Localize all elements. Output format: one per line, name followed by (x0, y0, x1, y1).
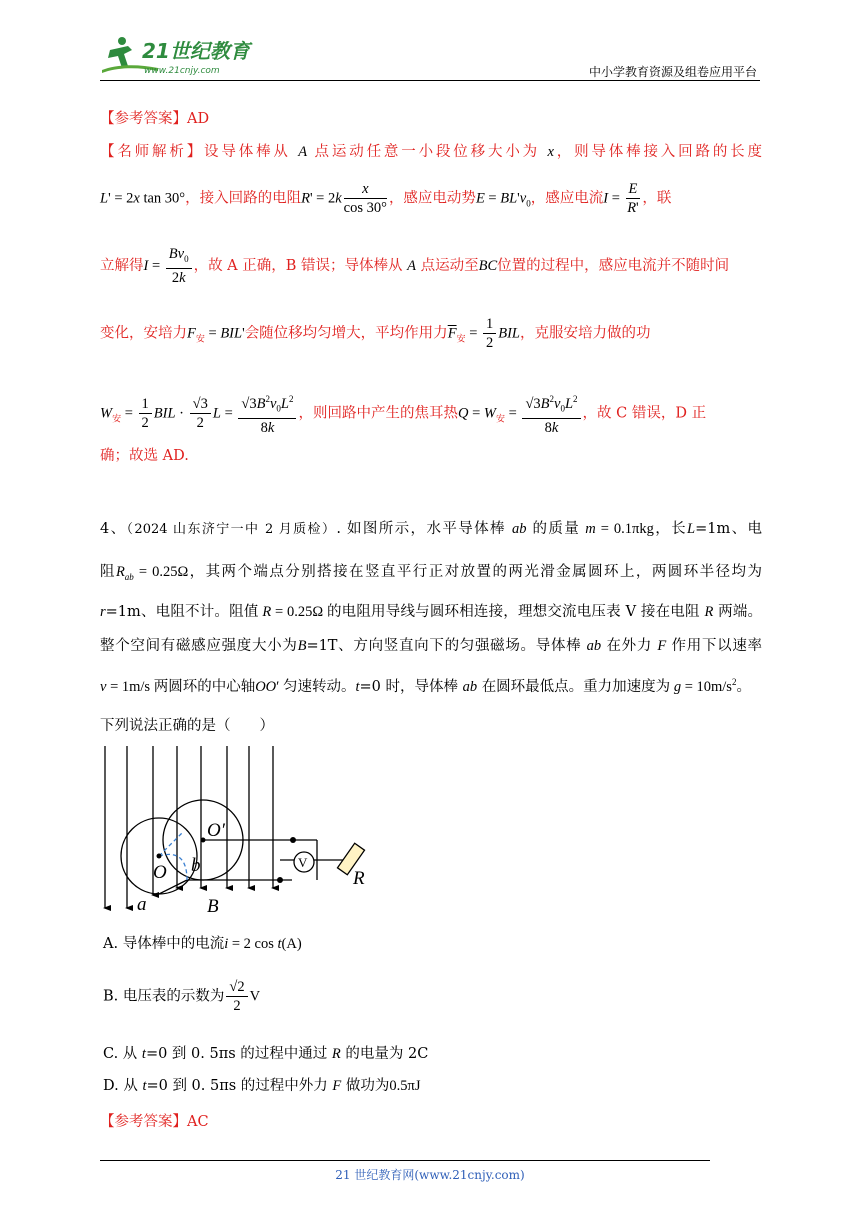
q3-answer: 【参考答案】AD (100, 111, 210, 127)
platform-name: 中小学教育资源及组卷应用平台 (588, 65, 757, 79)
q4-answer: 【参考答案】AC (100, 1114, 209, 1130)
analysis-line-6: 确；故选 AD. (100, 448, 189, 464)
analysis-line-1: 【名师解析】设导体棒从 A 点运动任意一小段位移大小为 x，则导体棒接入回路的长度 (100, 144, 763, 160)
header-divider (100, 80, 760, 81)
svg-text:www.21cnjy.com: www.21cnjy.com (144, 66, 220, 76)
svg-text:O: O (153, 862, 167, 883)
svg-text:O′: O′ (207, 820, 225, 841)
svg-text:b: b (191, 855, 201, 876)
q4-line-5: v = 1m/s 两圆环的中心轴OO′ 匀速转动。t=0 时，导体棒 ab 在圆环最低点。重力加速度为 $g = 10m/s^2$。 (100, 677, 751, 695)
q4-figure (97, 740, 377, 920)
svg-text:a: a (137, 894, 147, 915)
q4-line-4: 整个空间有磁感应强度大小为B=1T、方向竖直向下的匀强磁场。导体棒 ab 在外力 F 作用下以速率 (100, 638, 763, 654)
footer-divider (100, 1160, 710, 1161)
analysis-line-4: 变化，安培力$F_安 = BIL'$会随位移均匀增大，平均作用力$\overline{F}_安$ = $\frac{1}{2}$ BIL，克服安培力做的功 (100, 316, 651, 351)
analysis-line-3: 立解得I = $\frac{Bv_0}{2k}$ ，故 A 正确，B 错误；导体棒从 A 点运动至BC位置的过程中，感应电流并不随时间 (100, 246, 730, 286)
footer-text[interactable]: 21 世纪教育网(www.21cnjy.com) (335, 1168, 525, 1182)
svg-text:B: B (207, 896, 219, 917)
option-c: C. 从 t=0 到 0. 5πs 的过程中通过 R 的电量为 2C (103, 1046, 429, 1062)
q4-line-1: 4、（2024 山东济宁一中 2 月质检）. 如图所示，水平导体棒 ab 的质量 m = 0.1πkg，长L=1m、电 (100, 521, 763, 537)
21cnjy-logo (98, 36, 258, 76)
svg-text:21世纪教育: 21世纪教育 (142, 39, 250, 63)
analysis-line-5: $W_安$ = $\frac{1}{2}$ BIL · $\frac{√3}{2}$ L = $\frac{√3B^2v_0L^2}{8k}$ ，则回路中产生的焦耳热$Q = W_安$ = $\frac{√3B^2v_0L^2}{8k}$ ，故 C 错误，D 正 (100, 390, 762, 437)
q4-line-3: r=1m、电阻不计。阻值 R = 0.25Ω 的电阻用导线与圆环相连接，理想交流电压表 V 接在电阻 R 两端。 (100, 604, 763, 620)
svg-text:R: R (353, 868, 365, 889)
q4-line-2: 阻$R_{ab} = 0.25\Omega$，其两个端点分别搭接在竖直平行正对放置的两光滑金属圆环上，两圆环半径均为 (100, 564, 762, 582)
option-d: D. 从 t=0 到 0. 5πs 的过程中外力 F 做功为0.5πJ (103, 1078, 421, 1094)
option-b: B. 电压表的示数为 $\frac{√2}{2}$ V (103, 979, 261, 1014)
analysis-line-2: L' = 2x tan 30°，接入回路的电阻R' = 2k $\frac{x}{\cos 30^\circ}$ ，感应电动势$E = BL'v_0$，感应电流I = $\frac{E}{R'}$ ，联 (100, 181, 672, 216)
option-a: A. 导体棒中的电流i = 2 cos t(A) (103, 936, 302, 952)
q4-line-6: 下列说法正确的是（ ） (100, 718, 274, 734)
svg-text:V: V (298, 855, 308, 870)
